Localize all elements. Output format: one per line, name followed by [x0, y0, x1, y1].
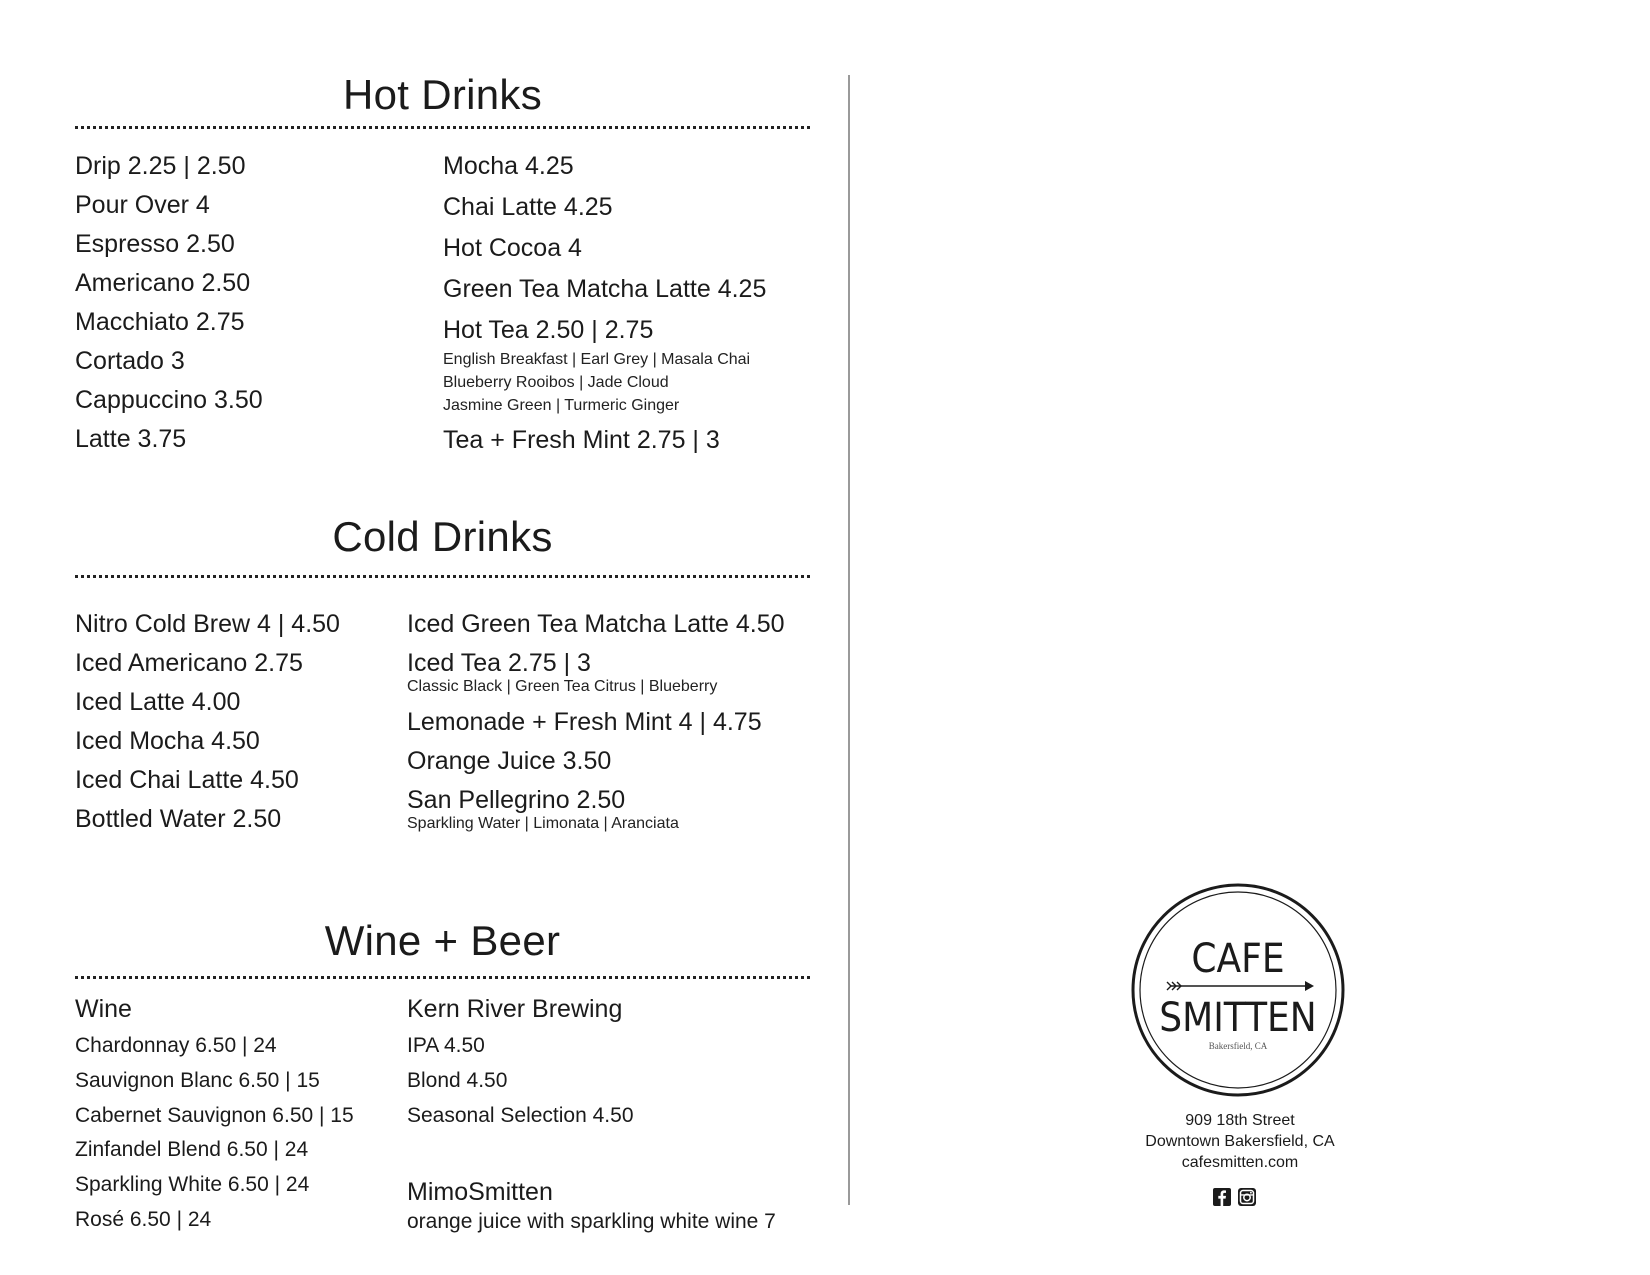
menu-item: Blond 4.50	[407, 1069, 508, 1092]
menu-item: Espresso 2.50	[75, 230, 235, 258]
cafe-logo	[1131, 883, 1345, 1097]
menu-item-note: Classic Black | Green Tea Citrus | Blueberry	[407, 678, 718, 695]
menu-item: Rosé 6.50 | 24	[75, 1208, 212, 1231]
menu-item: orange juice with sparkling white wine 7	[407, 1210, 776, 1233]
section-title-cold-drinks: Cold Drinks	[332, 513, 553, 560]
menu-item-note: Jasmine Green | Turmeric Ginger	[443, 397, 680, 414]
dotted-divider	[75, 976, 810, 979]
menu-item: Tea + Fresh Mint 2.75 | 3	[443, 426, 720, 454]
menu-item: Chardonnay 6.50 | 24	[75, 1034, 277, 1057]
menu-item: Cabernet Sauvignon 6.50 | 15	[75, 1104, 354, 1127]
menu-item: Americano 2.50	[75, 269, 251, 297]
menu-item: Bottled Water 2.50	[75, 805, 282, 833]
address-street: 909 18th Street	[1185, 1112, 1295, 1129]
menu-item: Hot Tea 2.50 | 2.75	[443, 316, 654, 344]
menu-item-note: Sparkling Water | Limonata | Aranciata	[407, 815, 679, 832]
menu-item: Drip 2.25 | 2.50	[75, 152, 246, 180]
wine-heading: Wine	[75, 995, 132, 1023]
menu-item: Cappuccino 3.50	[75, 386, 263, 414]
dotted-divider	[75, 126, 810, 129]
logo-text-cafe: CAFE	[1191, 936, 1285, 982]
mimosmitten-heading: MimoSmitten	[407, 1178, 553, 1206]
menu-item: Sparkling White 6.50 | 24	[75, 1173, 310, 1196]
menu-item: Cortado 3	[75, 347, 185, 375]
section-title-wine-beer: Wine + Beer	[324, 917, 561, 964]
menu-item: Nitro Cold Brew 4 | 4.50	[75, 610, 340, 638]
menu-item: Iced Mocha 4.50	[75, 727, 260, 755]
menu-item: Chai Latte 4.25	[443, 193, 613, 221]
menu-item: IPA 4.50	[407, 1034, 485, 1057]
menu-item: Orange Juice 3.50	[407, 747, 612, 775]
facebook-icon[interactable]	[1213, 1188, 1231, 1206]
section-title-hot-drinks: Hot Drinks	[342, 71, 543, 118]
menu-item: Iced Chai Latte 4.50	[75, 766, 299, 794]
logo-tagline: Bakersfield, CA	[1208, 1041, 1268, 1051]
page-fold-divider	[848, 75, 850, 1205]
menu-item: Latte 3.75	[75, 425, 187, 453]
menu-item: Zinfandel Blend 6.50 | 24	[75, 1138, 309, 1161]
menu-item: Lemonade + Fresh Mint 4 | 4.75	[407, 708, 762, 736]
dotted-divider	[75, 575, 810, 578]
menu-item: Sauvignon Blanc 6.50 | 15	[75, 1069, 320, 1092]
menu-item: Iced Latte 4.00	[75, 688, 241, 716]
cafe-logo-mark	[1131, 883, 1345, 1097]
menu-item: Iced Tea 2.75 | 3	[407, 649, 591, 677]
beer-heading: Kern River Brewing	[407, 995, 623, 1023]
menu-item: Pour Over 4	[75, 191, 210, 219]
menu-item: Seasonal Selection 4.50	[407, 1104, 634, 1127]
menu-item: Green Tea Matcha Latte 4.25	[443, 275, 767, 303]
arrow-icon	[1167, 981, 1314, 991]
address-city: Downtown Bakersfield, CA	[1145, 1133, 1335, 1150]
menu-item-note: Blueberry Rooibos | Jade Cloud	[443, 374, 669, 391]
menu-item: Macchiato 2.75	[75, 308, 245, 336]
instagram-icon[interactable]	[1238, 1188, 1256, 1206]
menu-item: Hot Cocoa 4	[443, 234, 582, 262]
menu-item: Mocha 4.25	[443, 152, 574, 180]
menu-item: Iced Green Tea Matcha Latte 4.50	[407, 610, 785, 638]
menu-item-note: English Breakfast | Earl Grey | Masala Chai	[443, 351, 751, 368]
menu-item: San Pellegrino 2.50	[407, 786, 626, 814]
menu-item: Iced Americano 2.75	[75, 649, 303, 677]
logo-text-smitten: SMITTEN	[1159, 995, 1317, 1041]
website-link[interactable]: cafesmitten.com	[1181, 1154, 1299, 1171]
